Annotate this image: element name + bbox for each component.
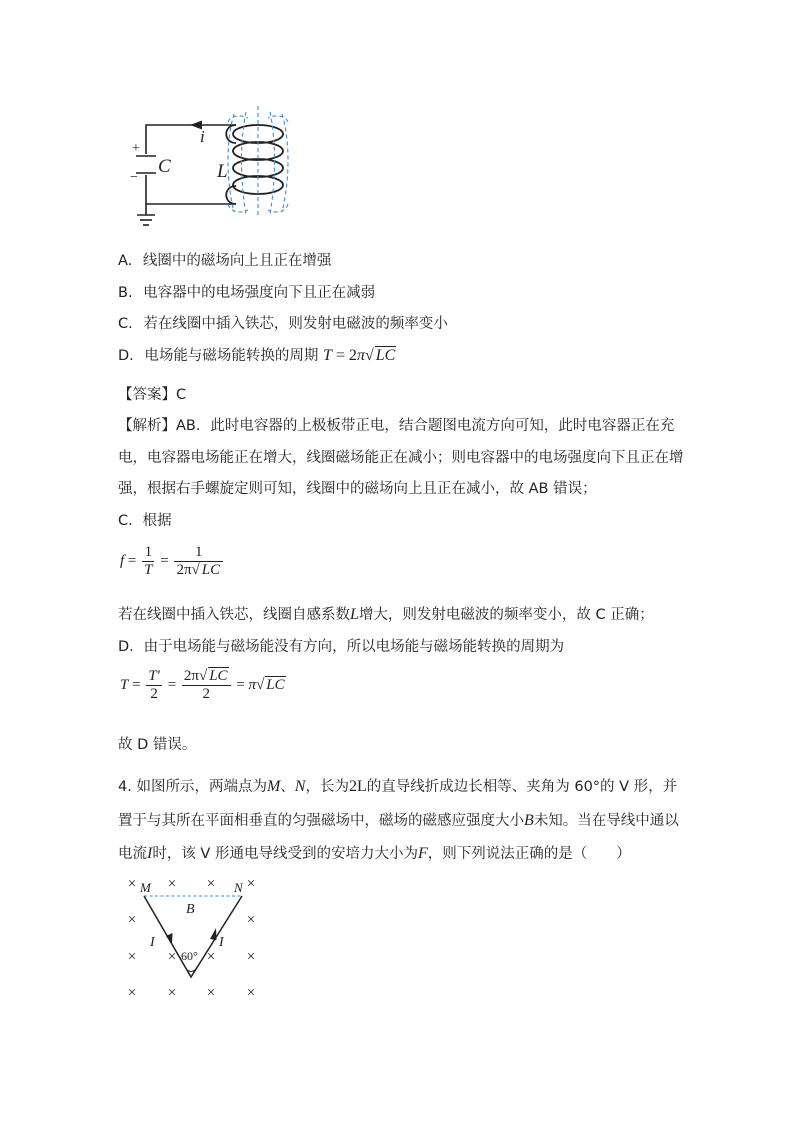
option-text: 线圈中的磁场向上且正在增强 [142,253,332,269]
inductor-label: L [217,161,228,182]
analysis-line-6: D．由于电场能与磁场能没有方向，所以电场能与磁场能转换的周期为 [118,639,565,655]
field-cross: × [127,912,137,928]
analysis-line-7: 故 D 错误。 [118,737,197,753]
analysis-line-5: 若在线圈中插入铁芯，线圈自感系数L增大，则发射电磁波的频率变小，故 C 正确； [118,606,654,623]
field-cross: × [167,985,177,1001]
analysis-label: 【解析】 [118,418,176,434]
lc-circuit-figure [118,100,308,235]
field-cross: × [127,949,137,965]
field-cross: × [246,949,256,965]
field-cross: × [206,949,216,965]
current-label: i [200,127,205,146]
analysis-line-1: 【解析】AB．此时电容器的上极板带正电，结合题图电流方向可知，此时电容器正在充 [118,418,675,434]
option-letter: A. [118,253,133,269]
option-b [118,281,375,302]
question-4-line-3: 电流I时，该 V 形通电导线受到的安培力大小为F，则下列说法正确的是（ ） [118,845,631,862]
field-cross: × [246,912,256,928]
answer-value: C [176,387,187,403]
option-d-formula: T = 2π√ LC [323,347,396,364]
field-cross: × [246,985,256,1001]
v-wire-figure [120,870,270,1005]
question-4-line-2: 置于与其所在平面相垂直的匀强磁场中，磁场的磁感应强度大小B未知。当在导线中通以 [118,812,679,829]
label-i-left: I [150,935,155,950]
field-cross: × [127,876,137,892]
angle-label: 60° [181,949,198,963]
field-cross: × [167,876,177,892]
magnetic-field-lines [228,106,288,218]
plus-sign: + [132,141,140,156]
minus-sign: − [130,170,138,185]
analysis-line-3: 强，根据右手螺旋定则可知，线圈中的磁场向上且正在减小，故 AB 错误； [118,481,597,497]
option-text: 电容器中的电场强度向下且正在减弱 [143,285,376,301]
analysis-line-2: 电，电容器电场能正在增大，线圈磁场能正在减小；则电容器中的电场强度向下且正在增 [118,450,684,466]
option-a [118,249,331,270]
option-text: 电场能与磁场能转换的周期 [144,348,319,364]
current-arrow-right-icon [210,928,217,940]
option-c [118,312,448,333]
field-cross: × [206,876,216,892]
field-cross: × [246,876,256,892]
option-letter: C. [118,316,133,332]
field-cross: × [206,985,216,1001]
answer-line [118,383,186,404]
label-b: B [186,902,195,917]
capacitor-label: C [158,156,171,177]
answer-label: 【答案】 [118,387,176,403]
label-m: M [140,880,151,895]
field-cross: × [167,949,177,965]
formula-period: T = $\frac{T'}{2}$ = $\frac{2\pi√ LC}{2}$ = π√ LC [120,668,285,702]
label-n: N [234,880,243,895]
wire-top [146,125,236,154]
option-letter: D. [118,348,134,364]
option-d [118,344,396,365]
formula-frequency: f = $\frac{1}{T}$ = $\frac{1}{2\pi√ LC}$ [120,544,225,579]
option-text: 若在线圈中插入铁芯，则发射电磁波的频率变小 [143,316,448,332]
option-letter: B. [118,285,133,301]
label-i-right: I [219,935,224,950]
field-cross: × [127,985,137,1001]
analysis-line-4: C．根据 [118,513,172,529]
question-number: 4. [118,779,132,795]
question-4-line-1: 4. 如图所示，两端点为M、N，长为2L的直导线折成边长相等、夹角为 60°的 V 形，并 [118,778,678,795]
